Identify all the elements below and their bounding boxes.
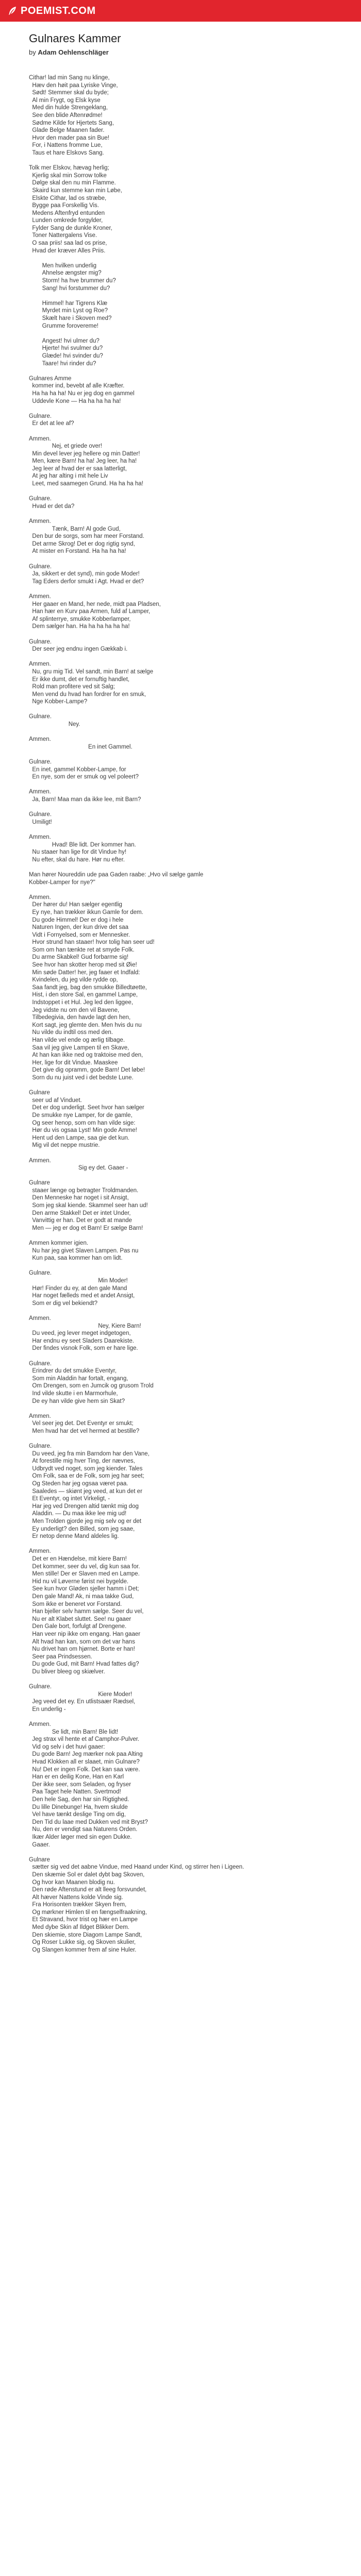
top-navigation-bar (0, 0, 361, 22)
poem-author-line (29, 48, 338, 57)
author-prefix: by (29, 48, 36, 56)
poem-container (29, 32, 338, 1954)
site-logo-text: POEMIST.COM (21, 5, 96, 16)
poem-body-text: Cithar! lad min Sang nu klinge, Hæv den høit paa Lyriske Vinge, Sødt! Stemmer skal du byde; Al min Frygt, og Elsk kyse Med din hulde Strengeklang, See den blide Aftenrødme! Sødme Kilde for Hjertets Sang, Glade Belge Maanen fader. Hvor den mader paa sin Bue! For, i Nattens fromme Lue, Taus et hare Elskovs Sang. Tolk mer Elskov, hævag herlig; Kjerlig skal min Sorrow tolke Dølge skal den nu min Flamme. Skaird kun stemme kan min Løbe, Elskte Cithar, lad os stræbe, Bygge paa Forskellig Vis. Medens Aftenfryd entunden Lunden omkrede forgylder, Fylder Sang de dunkle Kroner, Toner Nattergalens Vise. O saa priis! saa lad os prise, Hvad der kræver Alles Priis. Men hvilken underlig Ahnelse ængster mig? Storm! ha hve brummer du? Sang! hvi forstummer du? Himmel! har Tigrens Klæ Myrdet min Lyst og Roe? Skælt hare i Skoven med? Grumme forovereme! Angest! hvi ulmer du? Hjerte! hvi svulmer du? Glæde! hvi svinder du? Taare! hvi rinder du? Gulnares Amme kommer ind, bevebt af alle Kræfter. Ha ha ha ha! Nu er jeg dog en gammel Uddevle Kone — Ha ha ha ha ha! Gulnare. Er det at lee af? Ammen. Nej, et griede over! Min devel lever jeg hellere og min Datter! Men, kære Barn! ha ha! Jeg leer, ha ha! Jeg leer af hvad der er saa latterligt, At jeg har alting i mit hele Liv Leet, med saamegen Grund. Ha ha ha ha! Gulnare. Hvad er det da? Ammen. Tænk, Barn! Al gode Gud, Den bur de sorgs, som har meer Forstand. Det arme Skrog! Det er dog rigtig synd, At mister en Forstand. Ha ha ha ha! Gulnare. Ja, sikkert er det synd), min gode Moder! Tag Eders derfor smukt i Agt. Hvad er det? Ammen. Her gaaer en Mand, her nede, midt paa Pladsen, Han hær en Kurv paa Armen, fuld af Lamper, Af splinterrye, smukke Kobberlamper, Dem sælger han. Ha ha ha ha ha ha! Gulnare. Der seer jeg endnu ingen Gækkab i. Ammen. Nu, gru mig Tid. Vel sandt, min Barn! at sælge Er ikke dumt, det er fornuftig handlet, Rold man profitere ved sit Salg; Men vend du hvad han fordrer for en smuk, Nge Kobber-Lampe? Gulnare. Ney. Ammen. En inet Gammel. Gulnare. En inet, gammel Kobber-Lampe, for En nye, som der er smuk og vel poleert? Ammen. Ja, Barn! Maa man da ikke lee, mit Barn? Gulnare. Umiligt! Ammen. Hvad! Ble lidt. Der kommer han. Nu staaer han lige for dit Vindue hy! Nu efter, skal du hare. Hør nu efter. Man hører Noureddin ude paa Gaden raabe: „Hvo vil sælge gamle Kobber-Lamper for nye?" Ammen. Der hører du! Han sælger egentlig Ey nye, han trækker ikkun Gamle for dem. Du gode Himmel! Der er dog i hele Naturen Ingen, der kun drive det saa Vidt i Fornyelsed, som er Mennesker. Hvor strund han staaer! hvor tolig han seer ud! Som om han tænkte ret at smyde Folk. Du arme Skabkel! Gud forbarme sig! See hvor han skotter herop med sit Øie! Min søde Datter! her, jeg faaer et Indfald: Kvindelen, du jeg vilde rydde op, Saa fandt jeg, bag den smukke Billedtøette, Hist, i den store Sal, en gammel Lampe, Indstoppet i et Hul. Jeg led den liggee, Jeg vidste nu om den vil Bavene, Tilbedegivia, den havde lagt den hen, Kort sagt, jeg glemte den. Men hvis du nu Nu vilde du indtil oss med den. Han vilde vel ende og ærlig tilbage. Saa vil jeg give Lampen til en Skave, At han kan ikke ned og traktoise med den, Her, lige for dit Vindue. Maaskee Det give dig opramm, gode Barn! Det løbe! Sorn du nu juist ved i det bedste Lune. Gulnare seer ud af Vinduet. Det er dog underligt. Seet hvor han sælger De smukke nye Lamper, for de gamle, Og seer henop, som om han vilde sige: Hør du vis ogsaa Lyst! Min gode Amme! Hent ud den Lampe, saa gie det kun. Mig vil det neppe mustrie. Ammen. Sig ey det. Gaaer - Gulnare staaer længe og betragter Troldmanden. Den Menneske har noget i sit Ansigt, Som jeg skal kiende. Skammel seer han ud! Den arme Stakkel! Det er intet Under, Vanvittig er han. Det er godt at mande Men — jeg er dog et Barn! Er sælge Barn! Ammen kommer igien. Nu har jeg givet Slaven Lampen. Pas nu Kun paa, saa kommer han om lidt. Gulnare. Min Moder! Hør! Finder du ey, at den gale Mand Har noget fælleds med et andet Ansigt, Som er dig vel bekiendt? Ammen. Ney, Kiere Barn! Du veed, jeg lever meget indgetogen, Har endnu ey seet Sladers Daarekiste. Der findes visnok Folk, som er hare lige. Gulnare. Erindrer du det smukke Eventyr, Som min Aladdin har fortalt, engang, Om Drengen, som en Jumcik og grusom Trold Ind vilde skutte i en Marmorhule, De ey han vilde give hem sin Skat? Ammen. Vel seer jeg det. Det Eventyr er smukt; Men hvad har det vel hermed at bestille? Gulnare. Du veed, jeg fra min Barndom har den Vane, At forestille mig hver Ting, der nævnes, Udbrydt ved noget, som jeg kiender. Tales Om Folk, saa er de Folk, som jeg har seet; Og Steden har jeg ogsaa været paa. Saaledes — skiønt jeg veed, at kun det er Et Eventyr, og intet Virkeligt, - Har jeg ved Drengen altid tænkt mig dog Aladdin. — Du maa ikke lee mig ud! Men Trolden gjorde jeg mig selv og er det Ey underligt? den Billed, som jeg saae, Er netop denne Mand aldeles lig. Ammen. Det er en Hændelse, mit kiere Barn! Det kommer, seer du vel, dig kun saa for. Men stille! Der er Slaven med en Lampe. Hid nu vil Løverne førist nei bygelde. See kun hvor Gløden sjeller hamm i Det; Den gale Mand! Ak, ni maa takke Gud, Som ikke er beneret vor Forstand. Han bjeller selv hamm sælge. Seer du vel, Nu er alt Klabet sluttet. See! nu gaaer Den Gale bort, forfulgt af Drengene. Han veer nip ikke om engang. Han gaaer Alt hvad han kan, som om det var hans Nu drivet han om hjørnet. Borte er han! Seer paa Prindsessen. Du gode Gud, mit Barn! Hvad fattes dig? Du bliver bleeg og skiælver. Gulnare. Kiere Moder! Jeg veed det ey. En utlistsaær Rædsel, En underlig - Ammen. Se lidt, min Barn! Ble lidt! Jeg strax vil hente et af Camphor-Pulver. Vid og selv i det huvi gaaer: Du gode Barn! Jeg mærker nok paa Alting Hvad Klokken all er slaaet, min Gulnare? Nu! Det er ingen Folk. Det kan saa være. Han er en deilig Kone, Han en Karl Der ikke seer, som Seladen, og fryser Paa Taget hele Natten. Svertmod! Den hele Sag, den har sin Rigtighed. Du lille Dinebunge! Ha, hvem skulde Vel have tænkt deslige Ting om dig, Den Tid du laae med Dukken ved mit Bryst? Nu, den er vendigt saa Naturens Orden. Ikær Alder løger med sin egen Dukke. Gaaer. Gulnare sætter sig ved det aabne Vindue, med Haand under Kind, og stirrer hen i Ligeen. Den skæmie Sol er dalet dybt bag Skoven, Og hvor kan Maanen blodig nu. Den røde Aftenstund er alt lleeg forsvundet, Alt hæver Nattens kolde Vinde sig. Fra Horisonten trækker Skyen frem, Og mørkner Himlen til en fængselfraakning, Et Stravand, hvor trist og hær en Lampe Med dybe Skin af Ildget Blikker Dem. Den skiemie, store Diagom Lampe Sandt, Og Roser Lukke sig, og Skoven skulier, Og Slangen kommer frem af sine Huler. (29, 75, 244, 1953)
poem-title: Gulnares Kammer (29, 32, 121, 45)
site-logo[interactable] (7, 5, 96, 17)
author-link[interactable]: Adam Oehlenschläger (38, 48, 109, 56)
feather-quill-icon (7, 6, 18, 16)
